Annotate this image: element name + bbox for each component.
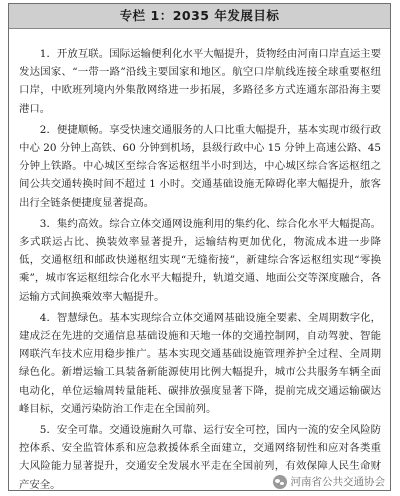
wechat-icon bbox=[273, 475, 287, 489]
column-title: 专栏 1：2035 年发展目标 bbox=[9, 4, 390, 29]
goal-paragraph-efficient: 3．集约高效。综合立体交通网设施利用的集约化、综合化水平大幅提高。多式联运占比、换装效率显著提升，运输结构更加优化，物流成本进一步降低，交通枢纽和邮政快递枢纽实现“无缝衔接”，新建综合客运枢纽实现“零换乘”，城市客运枢纽综合化水平大幅提升，轨道交通、地面公交等深度融合，各运输方式间换乘效率大幅提升。 bbox=[19, 217, 381, 303]
watermark-text: 河南省公共交通协会 bbox=[290, 476, 385, 488]
goal-paragraph-smart-green: 4．智慧绿色。基本实现综合立体交通网基础设施全要素、全周期数字化，建成泛在先进的交通信息基础设施和天地一体的交通控制网，自动驾驶、智能网联汽车技术应用稳步推广。基本实现交通基础设施管理养护全过程、全周期绿色化。新增运输工具装备新能源使用比例大幅提升，城市公共服务车辆全面电动化，单位运输周转量能耗、碳排放强度显著下降，提前完成交通运输碳达峰目标，交通污染防治工作走在全国前列。 bbox=[19, 311, 381, 415]
goal-paragraph-safe: 5．安全可靠。交通设施耐久可靠、运行安全可控，国内一流的安全风险防控体系、安全监管体系和应急救援体系全面建立，交通网络韧性和应对各类重大风险能力显著提升，交通安全发展水平走在全国前列，有效保障人民生命财产安全。 bbox=[19, 424, 381, 491]
column-content bbox=[9, 29, 390, 494]
goal-paragraph-open: 1．开放互联。国际运输便利化水平大幅提升，货物经由河南口岸直运主要发达国家、“一带一路”沿线主要国家和地区。航空口岸航线连接全球重要枢纽口岸，中欧班列境内外集散网络进一步拓展，多路径多方式连通东部沿海主要港口。 bbox=[19, 48, 381, 115]
goal-paragraph-convenient: 2．便捷顺畅。享受快速交通服务的人口比重大幅提升，基本实现市级行政中心 20 分钟上高铁、60 分钟到机场，县级行政中心 15 分钟上高速公路、45 分钟上铁路。中心城区至综合客运枢纽半小时到达，中心城区综合客运枢纽之间公共交通转换时间不超过 1 小时。交通基础设施无障碍化率大幅提升，旅客出行全链条便捷度显著提高。 bbox=[19, 123, 381, 209]
column-box bbox=[8, 3, 391, 491]
source-watermark bbox=[270, 473, 389, 490]
